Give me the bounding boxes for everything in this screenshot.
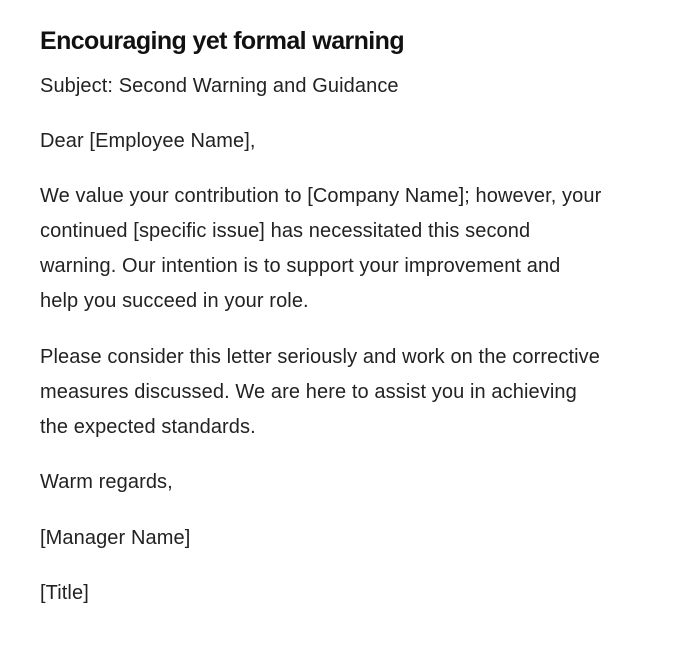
signer-title: [Title]	[40, 582, 89, 604]
letter-body-paragraph-1	[40, 179, 640, 319]
letter-greeting: Dear [Employee Name],	[40, 130, 256, 152]
body-1-line-4: help you succeed in your role.	[40, 290, 309, 312]
letter-heading: Encouraging yet formal warning	[40, 27, 404, 55]
body-2-line-3: the expected standards.	[40, 416, 256, 438]
body-2-line-2: measures discussed. We are here to assist you in achieving	[40, 381, 577, 403]
body-1-line-3: warning. Our intention is to support your improvement and	[40, 255, 561, 277]
letter-closing: Warm regards,	[40, 471, 173, 493]
body-1-line-1: We value your contribution to [Company Name]; however, your	[40, 185, 602, 207]
body-1-line-2: continued [specific issue] has necessitated this second	[40, 220, 531, 242]
body-2-line-1: Please consider this letter seriously and work on the corrective	[40, 346, 600, 368]
signer-name: [Manager Name]	[40, 527, 191, 549]
letter-body-paragraph-2	[40, 340, 650, 445]
letter-subject: Subject: Second Warning and Guidance	[40, 75, 399, 97]
